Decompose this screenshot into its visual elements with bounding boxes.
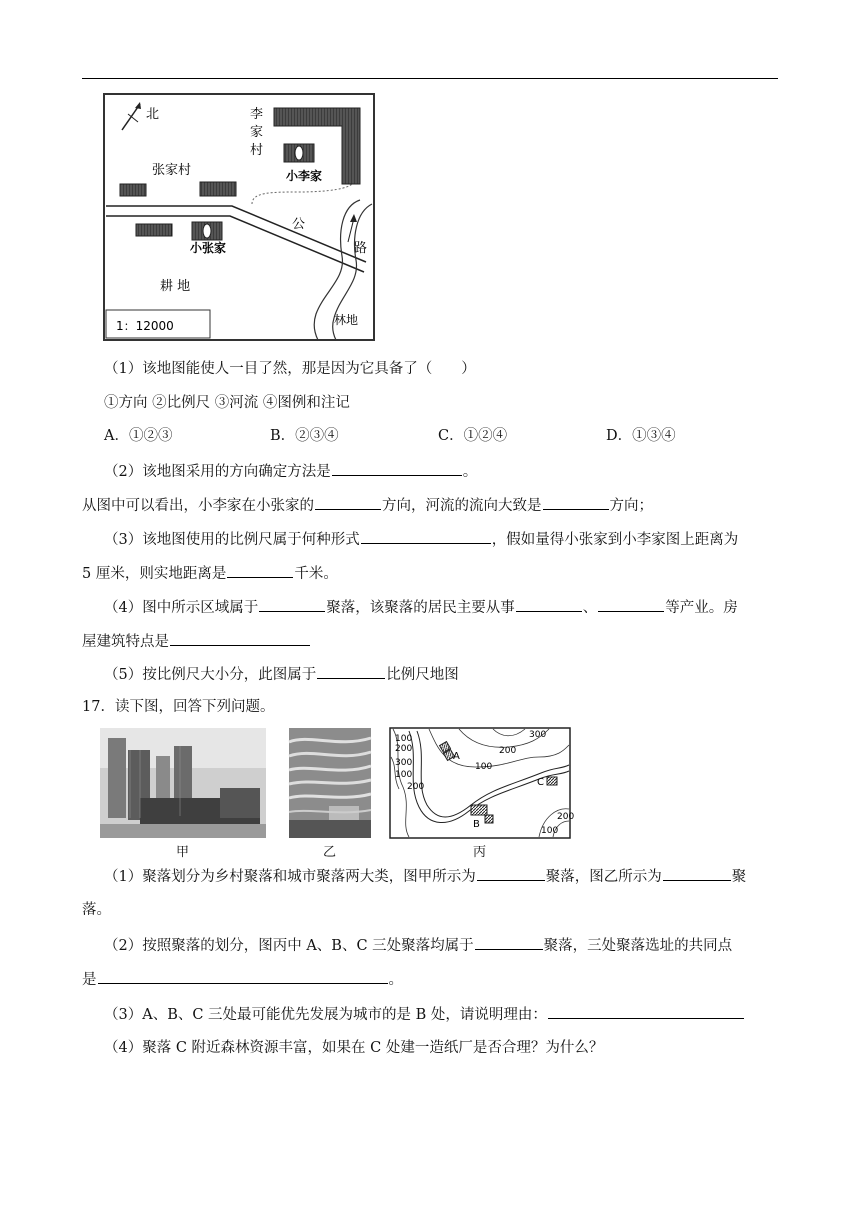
photo-terraces [289,728,371,838]
road-label-gong: 公 [292,217,306,232]
contour-label: 100 [395,770,413,780]
q17-p1-c: 聚 [731,869,747,885]
q4-line-1 [104,597,738,618]
contour-label: 100 [395,734,413,744]
building-zhang-2 [200,182,236,196]
q4-a1: （4）图中所示区域属于 [104,600,259,616]
answer-blank[interactable] [548,1004,744,1019]
contour-label: 200 [557,812,575,822]
q3-b1: 5 厘米，则实地距离是 [82,566,227,582]
q4-line-2 [82,631,311,652]
q2-line-2 [82,495,653,516]
q1-choice-c[interactable]: C．①②④ [438,428,508,444]
house-li-label: 小李家 [286,169,323,183]
q4-a2: 聚落，该聚落的居民主要从事 [326,600,515,616]
answer-blank[interactable] [259,597,325,612]
q1-stem: （1）该地图能使人一目了然，那是因为它具备了（ ） [104,361,476,377]
answer-blank[interactable] [598,597,664,612]
q2-b1: 从图中可以看出，小李家在小张家的 [82,498,314,514]
contour-label: 300 [529,730,547,740]
q3-line-1 [104,529,738,550]
point-c-label: C [537,777,544,788]
q17-p2-d: 。 [388,972,403,988]
village-map [102,92,386,344]
map-frame [104,94,374,340]
q17-p4-line: （4）聚落 C 附近森林资源丰富，如果在 C 处建一造纸厂是否合理？为什么？ [104,1040,604,1056]
q1-options: ①方向 ②比例尺 ③河流 ④图例和注记 [104,395,350,411]
caption-bing: 丙 [473,845,487,860]
q17-p3: （3）A、B、C 三处最可能优先发展为城市的是 B 处，请说明理由： [104,1007,547,1023]
q1-choice-b[interactable]: B．②③④ [270,428,339,444]
q17-p1-a: （1）聚落划分为乡村聚落和城市聚落两大类，图甲所示为 [104,869,476,885]
village-li-1: 李 [250,107,264,122]
caption-yi: 乙 [323,845,337,860]
answer-blank[interactable] [315,495,381,510]
q3-a2: ，假如量得小张家到小李家图上距离为 [491,532,739,548]
q2-a-end: 。 [462,464,478,480]
building-zhang-3 [136,224,172,236]
forest-label: 林地 [334,313,359,327]
contour-label: 300 [395,758,413,768]
scale-label: 1：12000 [116,319,174,333]
header-rule [82,78,778,79]
q17-p2-line-2 [82,969,403,990]
q5-line [104,664,459,685]
answer-blank[interactable] [516,597,582,612]
answer-blank[interactable] [332,461,462,476]
q17-p1-b: 聚落，图乙所示为 [545,869,662,885]
q1-choice-d[interactable]: D．①③④ [606,428,676,444]
point-b-label: B [473,819,480,830]
answer-blank[interactable] [543,495,609,510]
answer-blank[interactable] [663,866,731,881]
answer-blank[interactable] [98,969,388,984]
contour-label: 100 [475,762,493,772]
q17-title: 17．读下图，回答下列问题。 [82,699,275,715]
q3-a: （3）该地图使用的比例尺属于何种形式 [104,532,360,548]
answer-blank[interactable] [477,866,545,881]
q2-a: （2）该地图采用的方向确定方法是 [104,464,331,480]
village-li-3: 村 [250,143,264,158]
answer-blank[interactable] [227,563,293,578]
contour-map [389,727,575,839]
q3-b2: 千米。 [294,566,338,582]
q2-b2: 方向，河流的流向大致是 [382,498,542,514]
q17-p2-b: 聚落，三处聚落选址的共同点 [543,938,733,954]
contour-label: 200 [407,782,425,792]
contour-label: 200 [499,746,517,756]
village-li-2: 家 [250,125,264,140]
q1-choice-a[interactable]: A．①②③ [104,428,173,444]
village-zhang-label: 张家村 [152,163,192,178]
answer-blank[interactable] [475,935,543,950]
answer-blank[interactable] [317,664,385,679]
q3-line-2 [82,563,338,584]
q17-p1-line-1 [104,866,746,887]
contour-label: 100 [541,826,559,836]
q2-line-1 [104,461,477,482]
q5-a2: 比例尺地图 [386,667,459,683]
contour-label: 200 [395,744,413,754]
q17-p2-line-1 [104,935,732,956]
house-zhang-label: 小张家 [190,241,227,255]
q4-b1: 屋建筑特点是 [82,634,169,650]
q17-p3-line [104,1004,745,1025]
answer-blank[interactable] [170,631,310,646]
q4-a4: 等产业。房 [665,600,738,616]
road-label-lu: 路 [354,241,368,256]
building-zhang-1 [120,184,146,196]
photo-city [100,728,266,838]
q17-p2-a: （2）按照聚落的划分，图丙中 A、B、C 三处聚落均属于 [104,938,474,954]
point-a-label: A [453,751,460,762]
q4-a3: 、 [582,600,598,616]
farmland-label: 耕 地 [160,279,191,294]
answer-blank[interactable] [361,529,491,544]
caption-jia: 甲 [176,845,190,860]
q2-b3: 方向； [609,498,653,514]
north-label: 北 [146,107,160,122]
q17-p1-line-2: 落。 [82,902,111,918]
q5-a1: （5）按比例尺大小分，此图属于 [104,667,317,683]
q17-p2-c: 是 [82,972,97,988]
